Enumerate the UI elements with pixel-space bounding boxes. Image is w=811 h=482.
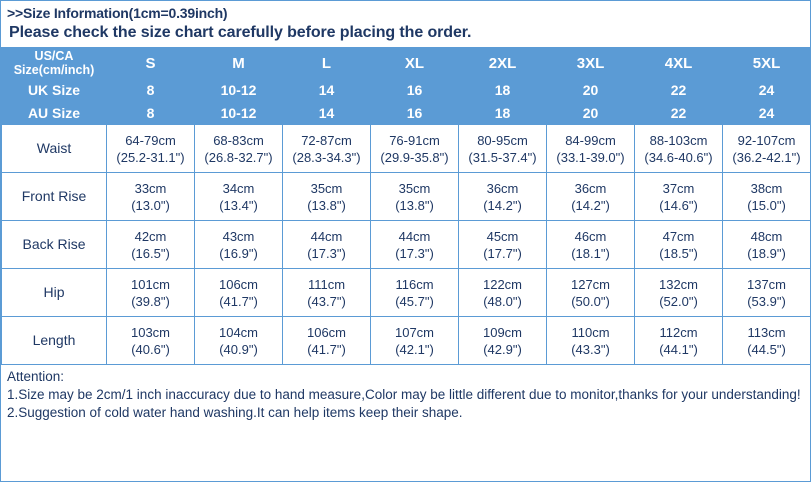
table-row bbox=[2, 269, 811, 317]
size-header-cell: XL bbox=[371, 48, 459, 79]
measure-inch: (14.2") bbox=[571, 197, 610, 213]
measure-cell bbox=[107, 125, 195, 173]
measure-inch: (13.0") bbox=[131, 197, 170, 213]
measure-cm: 47cm bbox=[662, 228, 695, 244]
measure-cm: 33cm bbox=[134, 180, 167, 196]
measure-cm: 46cm bbox=[574, 228, 607, 244]
size-header-cell: 5XL bbox=[723, 48, 811, 79]
size-header-cell: L bbox=[283, 48, 371, 79]
measure-inch: (44.1") bbox=[659, 341, 698, 357]
measure-inch: (14.6") bbox=[659, 197, 698, 213]
measure-cm: 48cm bbox=[750, 228, 783, 244]
measure-cell bbox=[547, 173, 635, 221]
measure-cell bbox=[723, 269, 811, 317]
measure-cell bbox=[635, 125, 723, 173]
measure-cm: 80-95cm bbox=[477, 132, 528, 148]
measure-cell bbox=[107, 173, 195, 221]
measure-cell bbox=[283, 221, 371, 269]
measure-label: Hip bbox=[2, 269, 107, 317]
measure-label: Length bbox=[2, 317, 107, 365]
measure-cm: 44cm bbox=[398, 228, 431, 244]
measure-inch: (44.5") bbox=[747, 341, 786, 357]
measure-inch: (16.9") bbox=[219, 245, 258, 261]
size-header-cell: S bbox=[107, 48, 195, 79]
measure-label: Waist bbox=[2, 125, 107, 173]
measure-cell bbox=[371, 269, 459, 317]
measure-cm: 88-103cm bbox=[649, 132, 708, 148]
uk-size-row bbox=[2, 79, 811, 102]
measure-cm: 68-83cm bbox=[213, 132, 264, 148]
measure-inch: (45.7") bbox=[395, 293, 434, 309]
measure-cell bbox=[195, 269, 283, 317]
measure-inch: (17.7") bbox=[483, 245, 522, 261]
measure-inch: (43.3") bbox=[571, 341, 610, 357]
uk-size-cell: 20 bbox=[547, 79, 635, 102]
measure-cm: 113cm bbox=[747, 324, 786, 340]
measure-cm: 35cm bbox=[310, 180, 343, 196]
uk-size-cell: 8 bbox=[107, 79, 195, 102]
measure-inch: (13.4") bbox=[219, 197, 258, 213]
measure-cm: 34cm bbox=[222, 180, 255, 196]
measure-cm: 122cm bbox=[482, 276, 523, 292]
measure-cell bbox=[723, 317, 811, 365]
table-row bbox=[2, 221, 811, 269]
measure-label: Back Rise bbox=[2, 221, 107, 269]
measure-cell bbox=[723, 221, 811, 269]
measure-cm: 127cm bbox=[570, 276, 611, 292]
measure-cm: 76-91cm bbox=[389, 132, 440, 148]
size-header-cell: 3XL bbox=[547, 48, 635, 79]
au-size-row bbox=[2, 102, 811, 125]
table-row bbox=[2, 173, 811, 221]
measure-cell bbox=[547, 269, 635, 317]
measure-cell bbox=[547, 125, 635, 173]
measure-cm: 106cm bbox=[218, 276, 259, 292]
measure-inch: (42.1") bbox=[395, 341, 434, 357]
attention-line-2: 2.Suggestion of cold water hand washing.It can help items keep their shape. bbox=[7, 405, 463, 420]
measure-cell bbox=[459, 317, 547, 365]
measure-inch: (17.3") bbox=[307, 245, 346, 261]
row-label-header-line1: US/CA bbox=[34, 49, 74, 63]
au-size-cell: 14 bbox=[283, 102, 371, 125]
measure-inch: (18.1") bbox=[571, 245, 610, 261]
size-check-notice: Please check the size chart carefully before placing the order. bbox=[9, 24, 472, 41]
measure-inch: (14.2") bbox=[483, 197, 522, 213]
measure-inch: (31.5-37.4") bbox=[468, 149, 537, 165]
measure-cm: 35cm bbox=[398, 180, 431, 196]
measure-cm: 110cm bbox=[571, 324, 610, 340]
uk-size-cell: 14 bbox=[283, 79, 371, 102]
measure-inch: (28.3-34.3") bbox=[292, 149, 361, 165]
au-size-cell: 16 bbox=[371, 102, 459, 125]
measure-inch: (16.5") bbox=[131, 245, 170, 261]
size-header-cell: 4XL bbox=[635, 48, 723, 79]
measure-inch: (18.5") bbox=[659, 245, 698, 261]
measure-cell bbox=[371, 173, 459, 221]
attention-notes bbox=[1, 365, 810, 422]
measure-cell bbox=[107, 269, 195, 317]
measure-cell bbox=[459, 173, 547, 221]
measure-cm: 37cm bbox=[662, 180, 695, 196]
au-size-cell: 24 bbox=[723, 102, 811, 125]
measure-cell bbox=[283, 173, 371, 221]
measure-cm: 107cm bbox=[394, 324, 435, 340]
measure-cell bbox=[283, 125, 371, 173]
measure-cell bbox=[459, 125, 547, 173]
size-header-cell: 2XL bbox=[459, 48, 547, 79]
measure-inch: (43.7") bbox=[307, 293, 346, 309]
measure-cm: 84-99cm bbox=[565, 132, 616, 148]
au-size-cell: 8 bbox=[107, 102, 195, 125]
measure-cell bbox=[459, 221, 547, 269]
measure-inch: (40.9") bbox=[219, 341, 258, 357]
measure-inch: (13.8") bbox=[395, 197, 434, 213]
measure-inch: (18.9") bbox=[747, 245, 786, 261]
measure-cell bbox=[635, 317, 723, 365]
row-label-header-line2: Size(cm/inch) bbox=[13, 63, 95, 77]
measure-cell bbox=[195, 173, 283, 221]
measure-cm: 45cm bbox=[486, 228, 519, 244]
measure-inch: (40.6") bbox=[131, 341, 170, 357]
table-header-row bbox=[2, 48, 811, 79]
measure-cm: 38cm bbox=[750, 180, 783, 196]
measure-cell bbox=[723, 173, 811, 221]
measure-cm: 112cm bbox=[659, 324, 698, 340]
size-chart-table bbox=[1, 47, 811, 365]
measure-inch: (50.0") bbox=[571, 293, 610, 309]
au-size-cell: 20 bbox=[547, 102, 635, 125]
measure-cm: 42cm bbox=[134, 228, 167, 244]
uk-size-cell: 22 bbox=[635, 79, 723, 102]
measure-cell bbox=[635, 269, 723, 317]
uk-size-cell: 24 bbox=[723, 79, 811, 102]
measure-inch: (25.2-31.1") bbox=[116, 149, 185, 165]
measure-cell bbox=[107, 221, 195, 269]
measure-cell bbox=[547, 221, 635, 269]
size-info-heading: >>Size Information(1cm=0.39inch) bbox=[7, 5, 228, 21]
table-row bbox=[2, 317, 811, 365]
measure-inch: (48.0") bbox=[483, 293, 522, 309]
measure-cell bbox=[195, 221, 283, 269]
measure-cm: 72-87cm bbox=[301, 132, 352, 148]
measure-inch: (42.9") bbox=[483, 341, 522, 357]
measure-inch: (53.9") bbox=[747, 293, 786, 309]
measure-inch: (41.7") bbox=[219, 293, 258, 309]
measure-cell bbox=[107, 317, 195, 365]
uk-size-cell: 10-12 bbox=[195, 79, 283, 102]
measure-cm: 132cm bbox=[658, 276, 699, 292]
measure-cm: 36cm bbox=[486, 180, 519, 196]
measure-cm: 116cm bbox=[395, 276, 434, 292]
measure-cell bbox=[371, 221, 459, 269]
measure-inch: (52.0") bbox=[659, 293, 698, 309]
measure-cm: 106cm bbox=[306, 324, 347, 340]
au-size-label: AU Size bbox=[2, 102, 107, 125]
measure-inch: (29.9-35.8") bbox=[380, 149, 449, 165]
au-size-cell: 22 bbox=[635, 102, 723, 125]
measure-cm: 104cm bbox=[218, 324, 259, 340]
measure-cm: 137cm bbox=[746, 276, 787, 292]
measure-cm: 101cm bbox=[130, 276, 171, 292]
measure-inch: (17.3") bbox=[395, 245, 434, 261]
measure-cell bbox=[459, 269, 547, 317]
size-header-cell: M bbox=[195, 48, 283, 79]
uk-size-cell: 18 bbox=[459, 79, 547, 102]
au-size-cell: 18 bbox=[459, 102, 547, 125]
measure-cm: 111cm bbox=[307, 276, 346, 292]
attention-line-1: 1.Size may be 2cm/1 inch inaccuracy due to hand measure,Color may be little different due to monitor,thanks for your understanding! bbox=[7, 387, 801, 402]
measure-inch: (13.8") bbox=[307, 197, 346, 213]
measure-cm: 92-107cm bbox=[737, 132, 796, 148]
measure-inch: (15.0") bbox=[747, 197, 786, 213]
attention-title: Attention: bbox=[7, 369, 65, 384]
measure-cell bbox=[371, 125, 459, 173]
measure-cell bbox=[635, 173, 723, 221]
measure-cell bbox=[195, 125, 283, 173]
measure-label: Front Rise bbox=[2, 173, 107, 221]
au-size-cell: 10-12 bbox=[195, 102, 283, 125]
measure-cell bbox=[195, 317, 283, 365]
measure-inch: (41.7") bbox=[307, 341, 346, 357]
measure-cell bbox=[283, 317, 371, 365]
uk-size-cell: 16 bbox=[371, 79, 459, 102]
measure-cell bbox=[723, 125, 811, 173]
measure-cell bbox=[635, 221, 723, 269]
measure-cm: 36cm bbox=[574, 180, 607, 196]
measure-cm: 109cm bbox=[482, 324, 523, 340]
measure-inch: (34.6-40.6") bbox=[644, 149, 713, 165]
measure-cm: 43cm bbox=[222, 228, 255, 244]
measure-inch: (33.1-39.0") bbox=[556, 149, 625, 165]
table-row bbox=[2, 125, 811, 173]
measure-inch: (36.2-42.1") bbox=[732, 149, 801, 165]
measure-cell bbox=[371, 317, 459, 365]
measure-inch: (39.8") bbox=[131, 293, 170, 309]
uk-size-label: UK Size bbox=[2, 79, 107, 102]
measure-inch: (26.8-32.7") bbox=[204, 149, 273, 165]
row-label-header bbox=[2, 48, 107, 79]
measure-cell bbox=[283, 269, 371, 317]
measure-cell bbox=[547, 317, 635, 365]
measure-cm: 44cm bbox=[310, 228, 343, 244]
measure-cm: 103cm bbox=[130, 324, 171, 340]
measure-cm: 64-79cm bbox=[125, 132, 176, 148]
